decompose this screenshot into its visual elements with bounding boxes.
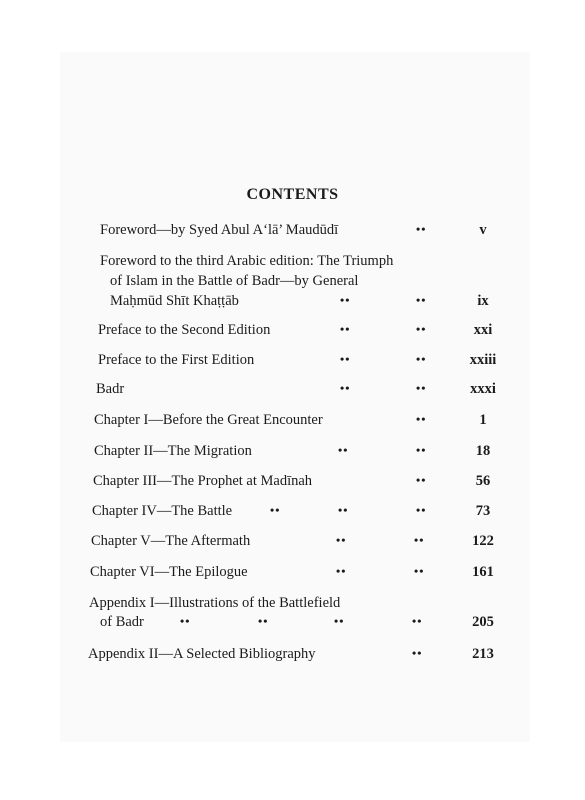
toc-entry-preface-first[interactable] [0, 352, 585, 372]
toc-page-number: 161 [472, 564, 494, 580]
toc-entry-title: Chapter I—Before the Great Encounter [94, 412, 323, 428]
dot-leader: •• [340, 293, 351, 307]
toc-entry-foreword-arabic[interactable] [0, 253, 585, 273]
toc-entry-title: Chapter IV—The Battle [92, 503, 233, 519]
dot-leader: •• [412, 646, 423, 660]
toc-entry-title: Appendix II—A Selected Bibliography [88, 646, 316, 662]
dot-leader: •• [416, 503, 427, 517]
toc-page-number: ix [477, 293, 489, 309]
toc-entry-appendix-1-line2 [0, 614, 585, 634]
dot-leader: •• [258, 614, 269, 628]
dot-leader: •• [414, 533, 425, 547]
dot-leader: •• [338, 503, 349, 517]
dot-leader: •• [336, 533, 347, 547]
toc-entry-foreword-arabic-line2 [0, 273, 585, 293]
toc-entry-chapter-5[interactable] [0, 533, 585, 553]
dot-leader: •• [416, 381, 427, 395]
toc-page-number: 1 [479, 412, 487, 428]
toc-entry-title: Chapter V—The Aftermath [91, 533, 251, 549]
toc-page-number: xxxi [470, 381, 496, 397]
page-title: CONTENTS [246, 186, 339, 203]
toc-page-number: 18 [475, 443, 491, 459]
dot-leader: •• [416, 412, 427, 426]
toc-entry-title-cont: of Badr [100, 614, 144, 630]
toc-page-number: 205 [472, 614, 494, 630]
dot-leader: •• [416, 222, 427, 236]
dot-leader: •• [338, 443, 349, 457]
dot-leader: •• [334, 614, 345, 628]
toc-entry-title: Preface to the Second Edition [98, 322, 271, 338]
toc-page-number: v [479, 222, 487, 238]
dot-leader: •• [340, 381, 351, 395]
toc-entry-chapter-2[interactable] [0, 443, 585, 463]
toc-entry-preface-second[interactable] [0, 322, 585, 342]
toc-entry-title-cont: of Islam in the Battle of Badr—by General [110, 273, 359, 289]
toc-page-number: xxi [473, 322, 493, 338]
toc-entry-badr[interactable] [0, 381, 585, 401]
dot-leader: •• [416, 352, 427, 366]
toc-entry-chapter-4[interactable] [0, 503, 585, 523]
toc-entry-title: Chapter III—The Prophet at Madīnah [93, 473, 313, 489]
dot-leader: •• [416, 293, 427, 307]
toc-entry-title-cont: Maḥmūd Shīt Khaṭṭāb [110, 293, 239, 309]
toc-entry-title: Foreword—by Syed Abul A‘lā’ Maudūdī [100, 222, 339, 238]
toc-page-number: 56 [475, 473, 491, 489]
toc-page-number: xxiii [469, 352, 497, 368]
toc-entry-title: Chapter VI—The Epilogue [90, 564, 248, 580]
toc-entry-appendix-2[interactable] [0, 646, 585, 666]
toc-entry-chapter-6[interactable] [0, 564, 585, 584]
toc-entry-title: Foreword to the third Arabic edition: The Triumph [100, 253, 394, 269]
toc-entry-title: Chapter II—The Migration [94, 443, 252, 459]
dot-leader: •• [270, 503, 281, 517]
dot-leader: •• [340, 352, 351, 366]
dot-leader: •• [180, 614, 191, 628]
toc-entry-title: Badr [96, 381, 125, 397]
dot-leader: •• [414, 564, 425, 578]
toc-entry-chapter-3[interactable] [0, 473, 585, 493]
dot-leader: •• [416, 443, 427, 457]
toc-page-number: 73 [475, 503, 491, 519]
dot-leader: •• [336, 564, 347, 578]
toc-entry-foreword-arabic-line3 [0, 293, 585, 313]
toc-entry-title: Preface to the First Edition [98, 352, 255, 368]
dot-leader: •• [416, 322, 427, 336]
dot-leader: •• [416, 473, 427, 487]
toc-entry-title: Appendix I—Illustrations of the Battlefield [89, 595, 341, 611]
toc-page-number: 213 [472, 646, 494, 662]
toc-page-number: 122 [472, 533, 494, 549]
toc-entry-appendix-1[interactable] [0, 595, 585, 615]
dot-leader: •• [340, 322, 351, 336]
toc-entry-chapter-1[interactable] [0, 412, 585, 432]
dot-leader: •• [412, 614, 423, 628]
toc-entry-foreword[interactable] [0, 222, 585, 242]
